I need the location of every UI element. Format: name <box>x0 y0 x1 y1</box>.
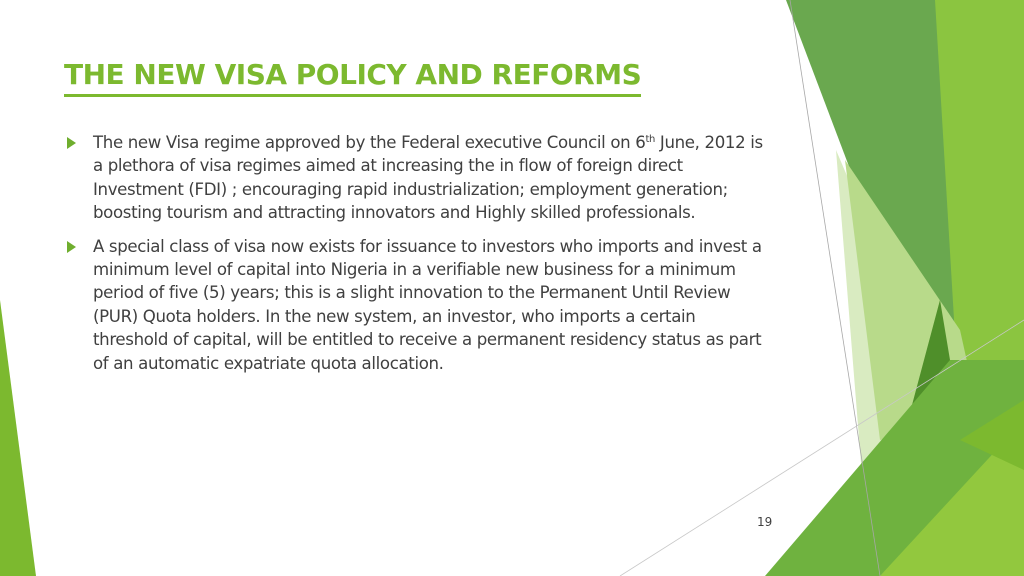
bullet-text-part: June, 2012 is a plethora of visa regimes aimed at increasing the in flow of foreign direct Investment (FDI) ; encouraging rapid industrialization; employment generation; boosting tourism and attracting innovators and Highly skilled professionals. <box>93 133 763 223</box>
bullet-item <box>64 235 769 375</box>
slide-body <box>64 131 769 385</box>
slide-title: THE NEW VISA POLICY AND REFORMS <box>64 58 641 97</box>
triangle-right-icon <box>67 241 76 253</box>
bullet-item <box>64 131 769 225</box>
page-number: 19 <box>757 515 773 529</box>
ordinal-superscript: th <box>645 134 655 145</box>
left-edge-shape <box>0 300 36 576</box>
triangle-right-icon <box>67 137 76 149</box>
bullet-text-part: The new Visa regime approved by the Federal executive Council on 6 <box>93 133 646 152</box>
bullet-text: A special class of visa now exists for issuance to investors who imports and invest a minimum level of capital into Nigeria in a verifiable new business for a minimum period of five (5) years; this is a slight innovation to the Permanent Until Review (PUR) Quota holders. In the new system, an investor, who imports a certain threshold of capital, will be entitled to receive a permanent residency status as part of an automatic expatriate quota allocation. <box>93 236 762 373</box>
bullet-text <box>93 131 769 225</box>
